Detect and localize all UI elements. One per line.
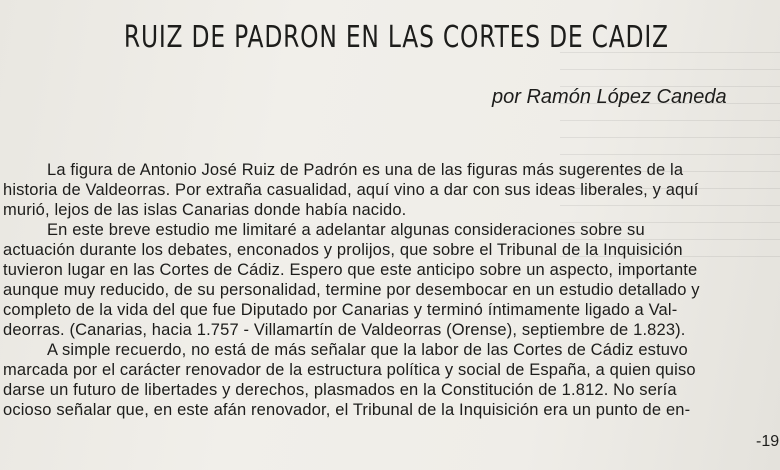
- body-line: A simple recuerdo, no está de más señalar que la labor de las Cortes de Cádiz estuvo: [47, 341, 688, 359]
- page-number: -19: [756, 433, 780, 450]
- body-line: tuvieron lugar en las Cortes de Cádiz. Espero que este anticipo sobre un aspecto, importante: [3, 261, 698, 279]
- body-line: marcada por el carácter renovador de la estructura política y social de España, a quien quiso: [3, 361, 696, 379]
- body-line: deorras. (Canarias, hacia 1.757 - Villamartín de Valdeorras (Orense), septiembre de 1.823).: [3, 321, 686, 339]
- body-line: historia de Valdeorras. Por extraña casualidad, aquí vino a dar con sus ideas liberales, y aquí: [3, 181, 699, 199]
- body-line: ocioso señalar que, en este afán renovador, el Tribunal de la Inquisición era un punto de en-: [3, 401, 691, 419]
- body-line: darse un futuro de libertades y derechos, plasmados en la Constitución de 1.812. No sería: [3, 381, 677, 399]
- body-line: actuación durante los debates, enconados y prolijos, que sobre el Tribunal de la Inquisición: [3, 241, 683, 259]
- body-line: completo de la vida del que fue Diputado por Canarias y terminó íntimamente ligado a Val-: [3, 301, 678, 319]
- body-line: murió, lejos de las islas Canarias donde había nacido.: [3, 201, 407, 219]
- article-title: RUIZ DE PADRON EN LAS CORTES DE CADIZ: [123, 20, 669, 55]
- body-line: La figura de Antonio José Ruiz de Padrón es una de las figuras más sugerentes de la: [47, 161, 684, 179]
- body-line: aunque muy reducido, de su personalidad, termine por desembocar en un estudio detallado y: [3, 281, 700, 299]
- body-line: En este breve estudio me limitaré a adelantar algunas consideraciones sobre su: [47, 221, 645, 239]
- article-author: por Ramón López Caneda: [492, 86, 727, 108]
